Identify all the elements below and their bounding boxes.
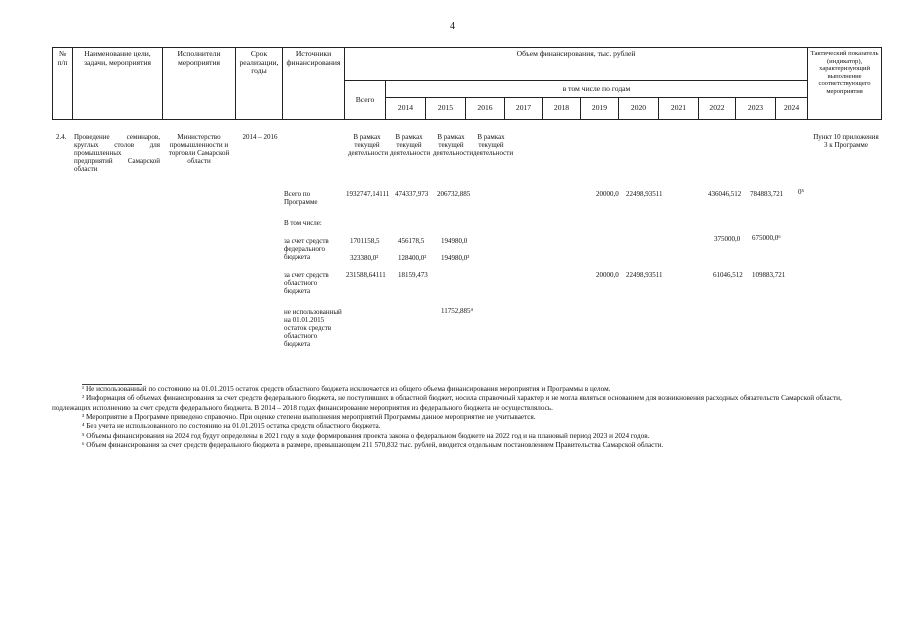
- year-header: 2024: [776, 98, 808, 120]
- page-number: 4: [450, 21, 455, 32]
- col-indicator-header: Тактический показатель (индикатор), характеризующий выполнение соответствующего мероприятия: [808, 48, 882, 120]
- row-name: Проведение семинаров, круглых столов для промышленных предприятий Самарской области: [74, 133, 160, 174]
- footnotes: [52, 385, 882, 451]
- col-by-years-header: в том числе по годам: [386, 81, 808, 98]
- row-term: 2014 – 2016: [242, 133, 278, 141]
- reg-2022: 61046,512: [713, 271, 743, 279]
- footnote-4: ⁴ Без учета не использованного по состоянию на 01.01.2015 остатка средств областного бюджета.: [82, 422, 381, 431]
- total-2022: 436046,512: [708, 190, 742, 198]
- col-term-header: Срок реализации, годы: [236, 48, 283, 120]
- fed2-all: 323380,0²: [350, 254, 379, 262]
- reg-2023: 109883,721: [752, 271, 786, 279]
- total-label: Всего по Программе: [284, 190, 318, 207]
- year-header: 2017: [505, 98, 543, 120]
- incl-label: В том числе:: [284, 219, 322, 227]
- col-source-header: Источники финансирования: [283, 48, 345, 120]
- reg-2014: 18159,473: [398, 271, 428, 279]
- fed2-2015: 194980,0³: [441, 254, 470, 262]
- total-all: 1932747,14111: [346, 190, 390, 198]
- reg-all: 231588,64111: [346, 271, 386, 279]
- col-name-header: Наименование цели, задачи, мероприятия: [73, 48, 163, 120]
- year-header: 2022: [699, 98, 736, 120]
- unused-2015: 11752,885⁴: [441, 307, 473, 315]
- row-executor: Министерство промышленности и торговли Самарской области: [168, 133, 230, 166]
- year-header: 2014: [386, 98, 426, 120]
- footnote-2: ² Информация об объемах финансирования за счет средств федерального бюджета, не поступивших в областной бюджет, носила справочный характер и не могла являться основанием для возникновения расходных обязательств Самарской области, подлежащих исполнению за счет средств федерального бюджета. В 2014 – 2018 годах финансирование мероприятия из федерального бюджета не осуществлялось.: [52, 394, 842, 412]
- fed-2015: 194980,0: [441, 237, 468, 245]
- reg-2019: 20000,0: [596, 271, 619, 279]
- year-header: 2023: [736, 98, 776, 120]
- year-header: 2020: [619, 98, 659, 120]
- fed-2023: 675000,0⁶: [752, 234, 781, 242]
- fed-2014: 456178,5: [398, 237, 425, 245]
- current-activity-2014: В рамках текущей деятельности: [390, 133, 431, 158]
- col-num-header: № п/п: [53, 48, 73, 120]
- total-2024: 0⁵: [798, 188, 804, 196]
- current-activity-2015: В рамках текущей деятельности: [433, 133, 474, 158]
- total-2023: 784883,721: [750, 190, 784, 198]
- year-header: 2019: [581, 98, 619, 120]
- total-2019: 20000,0: [596, 190, 619, 198]
- reg-2020: 22498,93511: [626, 271, 663, 279]
- total-2014: 474337,973: [395, 190, 429, 198]
- current-activity-2016: В рамках текущей деятельности: [473, 133, 514, 158]
- table-body-row: [52, 130, 881, 375]
- footnote-6: ⁶ Объем финансирования за счет средств федерального бюджета в размере, превышающем 211 570,832 тыс. рублей, вводится отдельным постановлением Правительства Самарской области.: [82, 441, 664, 450]
- current-activity-total: В рамках текущей деятельности: [348, 133, 389, 158]
- total-2020: 22498,93511: [626, 190, 663, 198]
- footnote-5: ⁵ Объемы финансирования на 2024 год будут определены в 2021 году в ходе формирования проекта закона о федеральном бюджете на 2022 год и на плановый период 2023 и 2024 годов.: [82, 431, 650, 440]
- fed-all: 1701158,5: [350, 237, 380, 245]
- year-header: 2016: [466, 98, 505, 120]
- reg-label: за счет средств областного бюджета: [284, 271, 329, 296]
- header-table: [52, 47, 882, 120]
- col-total-header: Всего: [345, 81, 386, 120]
- fed-label: за счет средств федерального бюджета: [284, 237, 329, 262]
- col-executor-header: Исполнители мероприятия: [163, 48, 236, 120]
- row-number: 2.4.: [56, 133, 67, 141]
- col-funding-header: Объем финансирования, тыс. рублей: [345, 48, 808, 81]
- total-2015: 206732,885: [437, 190, 471, 198]
- year-header: 2015: [426, 98, 466, 120]
- year-header: 2018: [543, 98, 581, 120]
- year-header: 2021: [659, 98, 699, 120]
- footnote-1: ¹ Не использованный по состоянию на 01.01.2015 остаток средств областного бюджета исключается из общего объема финансирования мероприятия и Программы в целом.: [82, 385, 611, 393]
- fed2-2014: 128400,0²: [398, 254, 427, 262]
- unused-label: не использованный на 01.01.2015 остаток средств областного бюджета: [284, 308, 342, 349]
- fed-2022: 375000,0: [714, 235, 741, 243]
- row-indicator: Пункт 10 приложения 3 к Программе: [813, 133, 879, 150]
- footnote-3: ³ Мероприятие в Программе приведено справочно. При оценке степени выполнения мероприятий Программы данное мероприятие не учитывается.: [82, 413, 536, 422]
